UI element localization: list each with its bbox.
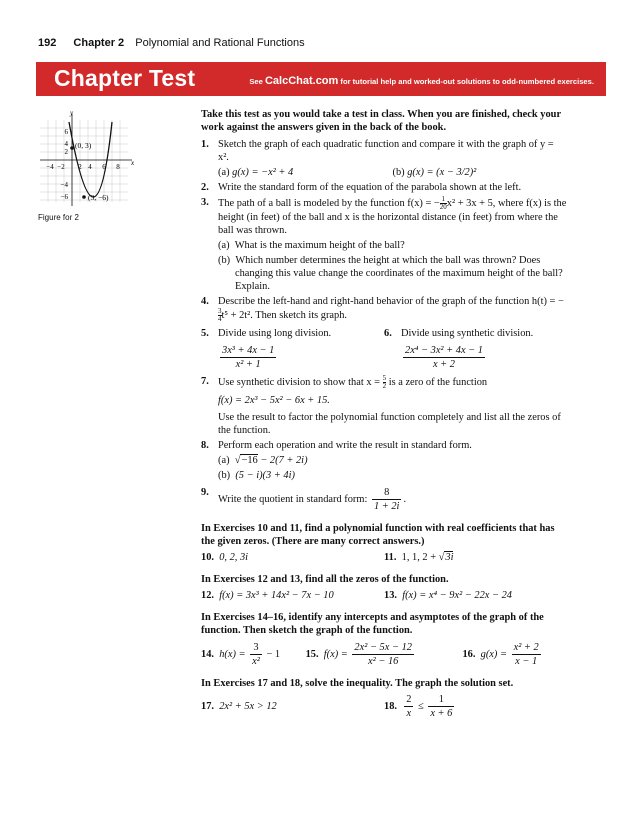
exercise-2	[201, 181, 567, 194]
exercise-number: 9.	[201, 487, 209, 498]
chapter-title: Polynomial and Rational Functions	[135, 37, 305, 49]
numerator: 3	[250, 641, 262, 655]
function-suffix: − 1	[263, 648, 281, 660]
numerator: 1	[428, 693, 454, 707]
denominator: x² + 1	[235, 359, 261, 370]
fraction	[428, 693, 454, 720]
exercise-text-followup: Use the result to factor the polynomial function completely and list all the zeros of the function.	[218, 412, 561, 436]
radicand: 3i	[445, 552, 454, 563]
part-label: (b)	[392, 167, 405, 178]
fraction	[404, 693, 413, 720]
exercise-text: Sketch the graph of each quadratic function and compare it with the graph of y = x².	[218, 139, 554, 163]
page-number: 192	[38, 37, 57, 49]
exercise-12-function: f(x) = 3x³ + 14x² − 7x − 10	[219, 590, 334, 601]
section-instructions-17-18: In Exercises 17 and 18, solve the inequality. The graph the solution set.	[201, 678, 514, 689]
point-0-3-label: (0, 3)	[75, 141, 92, 150]
synthetic-division-fraction	[403, 344, 485, 371]
y-tick-2: 2	[64, 148, 68, 156]
exercise-number: 1.	[201, 139, 209, 150]
fraction	[440, 196, 447, 211]
function-expression: f(x) = 2x³ − 5x² − 6x + 15.	[218, 395, 330, 406]
exercise-text-end: is a zero of the function	[386, 376, 488, 388]
exercise-number: 4.	[201, 296, 209, 307]
chapter-test-banner	[36, 62, 606, 96]
exercise-11-zeros: 1, 1, 2 +	[401, 552, 439, 563]
chapter-label: Chapter 2	[73, 37, 125, 49]
exercise-number: 14.	[201, 648, 214, 660]
exercise-number: 18.	[384, 700, 397, 712]
exercise-17-inequality: 2x² + 5x > 12	[219, 701, 277, 712]
fraction	[352, 641, 414, 668]
numerator: 3x³ + 4x − 1	[222, 345, 275, 356]
exercise-4	[201, 295, 567, 323]
exercise-number: 2.	[201, 182, 209, 193]
long-division-fraction	[220, 344, 276, 371]
denominator: 2	[382, 382, 387, 390]
exercise-text-start: Use synthetic division to show that x =	[218, 376, 383, 388]
exercise-text-end: x² + 3x + 5, where f(x) is the height (in feet) of the ball and x is the horizontal distance (in feet) from where the ball was thrown.	[218, 197, 567, 236]
exercise-number: 5.	[201, 328, 209, 339]
denominator: x + 2	[432, 359, 455, 370]
banner-title: Chapter Test	[54, 65, 196, 91]
exercise-13-function: f(x) = x⁴ − 9x² − 22x − 24	[402, 590, 512, 601]
exercise-6	[384, 327, 567, 371]
y-tick-neg4: −4	[60, 181, 68, 189]
exercise-number: 16.	[462, 648, 476, 660]
exercise-10-zeros: 0, 2, 3i	[219, 552, 249, 563]
quotient-fraction	[372, 486, 402, 513]
exercise-text: Divide using synthetic division.	[401, 328, 534, 339]
part-b-text: Which number determines the height at which the ball was thrown? Does changing this value change the coordinates of the maximum height of the ball? Explain.	[235, 255, 563, 292]
x-tick-neg2: −2	[57, 163, 65, 171]
exercise-number: 15.	[305, 648, 319, 660]
denominator: x² − 16	[368, 656, 399, 667]
section-instructions-10-11: In Exercises 10 and 11, find a polynomial function with real coefficients that has the given zeros. (There are many correct answers.)	[201, 523, 555, 547]
part-label: (a)	[218, 167, 230, 178]
figure-caption: Figure for 2	[38, 213, 79, 222]
numerator: 2	[406, 694, 412, 705]
inequality-operator: ≤	[415, 700, 427, 712]
fraction	[250, 641, 262, 668]
calcchat-link[interactable]: CalcChat.com	[264, 75, 339, 87]
x-tick-8: 8	[116, 163, 120, 171]
exercise-number: 12.	[201, 590, 214, 601]
part-label: (b)	[218, 255, 231, 266]
part-label: (a)	[218, 240, 230, 251]
note-suffix: for tutorial help and worked-out solutions to odd-numbered exercises.	[338, 77, 594, 86]
y-tick-neg6: −6	[60, 193, 68, 201]
exercise-number: 13.	[384, 590, 397, 601]
numerator: 1	[441, 195, 446, 203]
point-3-neg6-label: (3, −6)	[88, 193, 109, 202]
x-tick-6: 6	[102, 163, 106, 171]
exercise-text-start: Describe the left-hand and right-hand behavior of the graph of the function h(t) = −	[218, 296, 564, 307]
exercise-8: 8. Perform each operation and write the result in standard form. (a) √−16 − 2(7 + 2i) (b) (5 − i)(3 + 4i)	[201, 439, 567, 482]
denominator: x²	[252, 656, 260, 667]
exercise-7	[201, 375, 567, 437]
parabola-figure	[28, 106, 148, 216]
exercise-text: Perform each operation and write the result in standard form.	[218, 440, 472, 451]
function-prefix: h(x) =	[219, 648, 249, 660]
point-0-3	[70, 146, 74, 150]
exercise-3	[201, 196, 567, 293]
banner-note	[249, 75, 594, 87]
intro-text: Take this test as you would take a test in class. When you are finished, check your work against the answers given in the back of the book.	[201, 109, 561, 133]
exercise-number: 11.	[384, 552, 397, 563]
exercise-number: 3.	[201, 197, 209, 208]
part-a-text: What is the maximum height of the ball?	[234, 240, 405, 251]
x-tick-4: 4	[88, 163, 92, 171]
numerator: 5	[382, 374, 387, 382]
denominator: x	[406, 708, 412, 719]
denominator: 1 + 2i	[373, 501, 400, 512]
exercise-number: 6.	[384, 328, 392, 339]
numerator: 2x² − 5x − 12	[354, 642, 412, 653]
x-tick-2: 2	[78, 163, 82, 171]
denominator: x − 1	[515, 656, 538, 667]
exercise-text: Write the standard form of the equation of the parabola shown at the left.	[218, 182, 522, 193]
exercise-number: 7.	[201, 376, 209, 387]
denominator: 4	[218, 315, 222, 323]
note-prefix: See	[249, 77, 265, 86]
section-instructions-12-13: In Exercises 12 and 13, find all the zeros of the function.	[201, 574, 449, 585]
fraction	[512, 641, 541, 668]
exercise-1	[201, 138, 567, 179]
function-prefix: g(x) =	[480, 648, 510, 660]
part-a-expression: g(x) = −x² + 4	[232, 167, 294, 178]
exercise-text-end: t⁵ + 2t². Then sketch its graph.	[221, 309, 348, 321]
test-content: Take this test as you would take a test in class. When you are finished, check your work against the answers given in the back of the book. 1. Sketch the graph of each quadratic function and compare it with the graph of y = x². (a) g(x) = −x² + 4 (b) g(x) = (x − 3/2)² 2. Write the standard form of the equation of the parabola shown at the left. 3. The path of a ball is modeled by the function f(x) = − $\frac{1}{20}x^2 + 3x + 5$, where f(x) is the height (in feet) of the ball and x is the horizontal distance (in feet) from where the ball was thrown. (a) What is the maximum height of the ball? (b) Which number determines the height at which the ball was thrown? Does changing this value change the coordinates of the maximum height of the ball? Explain. 4. Describe the left-hand and right-hand behavior of the graph of the function h(t) = − $\frac{3}{4}t^5 + 2t^2$. Then sketch its graph. 5. Divide using long division. $\frac{\text{3x³ + 4x − 1}}{\text{x² + 1}}$ 6. Divide using synthetic division. $\frac{\text{2x⁴ − 3x² + 4x − 1}}{x + 2}$ 7. Use synthetic division to show that x = $\frac{5}{2}$ is a zero of the function f(x) = 2x³ − 5x² − 6x + 15. Use the result to factor the polynomial function completely and list all the zeros of the function. 8. Perform each operation and write the result in standard form. (a) √−16 − 2(7 + 2i) (b) (5 − i)(3 + 4i) 9. Write the quotient in standard form: $\frac{8}{1 + 2i}$ . In Exercises 10 and 11, find a polynomial function with real coefficients that has the given zeros. (There are many correct answers.) 10. 0, 2, 3i 11. 1, 1, 2 + √3i In Exercises 12 and 13, find all the zeros of the function. 12. f(x) = 3x³ + 14x² − 7x − 10 13. f(x) = x⁴ − 9x² − 22x − 24 In Exercises 14–16, identify any intercepts and asymptotes of the graph of the function. Then sketch the graph of the function. 14. h(x) = $\frac{3}{\text{x²}}$ − 1 15. f(x) = $\frac{\text{2x² − 5x − 12}}{\text{x² − 16}}$ 16. g(x) = $\frac{\text{x² + 2}}{x - 1}$ In Exercises 17 and 18, solve the inequality. The graph the solution set. 17. 2x² + 5x > 12 18. $\frac{2}{x}$ ≤ $\frac{1}{x + 6}$	[201, 109, 567, 719]
parabola-curve	[69, 122, 112, 197]
page-header	[38, 37, 305, 49]
exercise-text: Divide using long division.	[218, 328, 332, 339]
function-prefix: f(x) =	[323, 648, 351, 660]
y-axis-label: y	[70, 109, 74, 117]
section-instructions-14-16: In Exercises 14–16, identify any intercepts and asymptotes of the graph of the function. Then sketch the graph of the function.	[201, 612, 544, 636]
part-a-rest: − 2(7 + 2i)	[257, 455, 308, 466]
exercise-5	[201, 327, 384, 371]
numerator: 8	[372, 486, 402, 500]
numerator: 2x⁴ − 3x² + 4x − 1	[405, 345, 483, 356]
exercise-text-start: The path of a ball is modeled by the function f(x) = −	[218, 197, 440, 209]
y-tick-4: 4	[64, 140, 68, 148]
point-3-neg6	[82, 195, 86, 199]
denominator: 20	[439, 203, 447, 211]
y-tick-6: 6	[64, 128, 68, 136]
numerator: x² + 2	[513, 642, 539, 653]
x-axis-label: x	[131, 159, 135, 167]
exercise-number: 10.	[201, 552, 214, 563]
part-label: (b)	[218, 470, 231, 481]
part-b-expression: (5 − i)(3 + 4i)	[235, 470, 295, 481]
exercise-number: 8.	[201, 440, 209, 451]
numerator: 3	[218, 307, 222, 315]
exercise-number: 17.	[201, 701, 214, 712]
part-label: (a)	[218, 455, 230, 466]
exercise-9: 9. Write the quotient in standard form: $\frac{8}{1 + 2i}$ .	[201, 487, 407, 512]
x-tick-neg4: −4	[46, 163, 54, 171]
grid	[40, 120, 128, 202]
radicand: −16	[241, 455, 258, 466]
exercise-text: Write the quotient in standard form:	[218, 493, 368, 505]
denominator: x + 6	[430, 708, 453, 719]
part-b-expression: g(x) = (x − 3/2)²	[407, 167, 477, 178]
